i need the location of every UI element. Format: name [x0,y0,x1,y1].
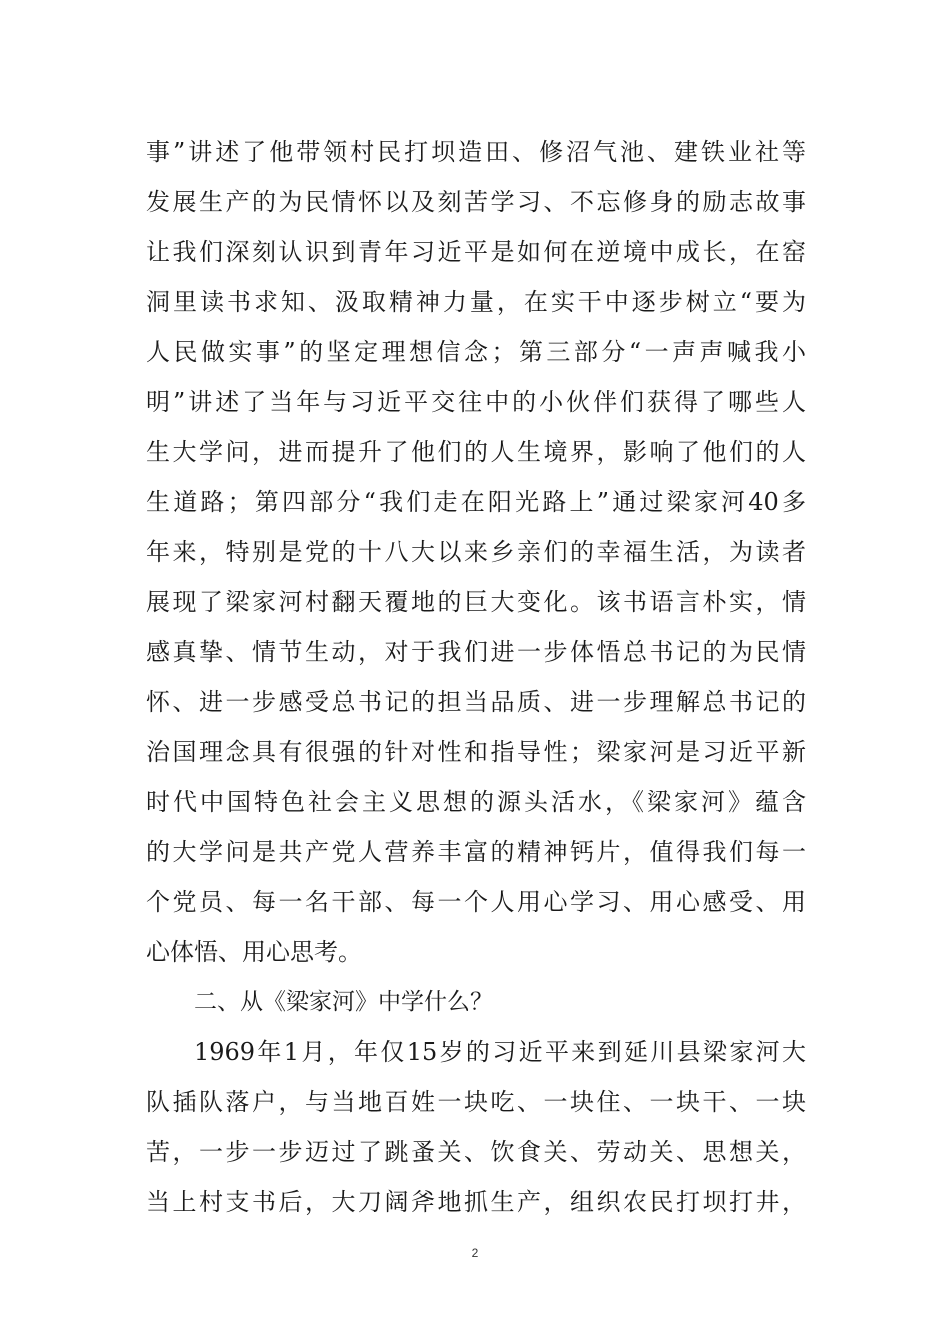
body-line: 心体悟、用心思考。 [146,938,362,966]
body-line: 明”讲述了当年与习近平交往中的小伙伴们获得了哪些人 [146,388,806,416]
body-line: 展现了梁家河村翻天覆地的巨大变化。该书语言朴实，情 [146,588,806,616]
body-line: 人民做实事”的坚定理想信念；第三部分“一声声喊我小 [146,338,806,366]
body-line: 发展生产的为民情怀以及刻苦学习、不忘修身的励志故事 [146,188,806,216]
page-number: 2 [471,1246,479,1260]
body-line: 年来，特别是党的十八大以来乡亲们的幸福生活，为读者 [146,538,806,566]
section-heading: 二、从《梁家河》中学什么？ [194,989,493,1015]
body-line: 事”讲述了他带领村民打坝造田、修沼气池、建铁业社等 [146,138,806,166]
section-line: 当上村支书后，大刀阔斧地抓生产，组织农民打坝打井， [146,1188,806,1216]
section-line: 苦，一步一步迈过了跳蚤关、饮食关、劳动关、思想关， [146,1138,806,1166]
section-line: 队插队落户，与当地百姓一块吃、一块住、一块干、一块 [146,1088,806,1116]
body-line: 时代中国特色社会主义思想的源头活水，《梁家河》蕴含 [146,788,806,816]
body-line: 的大学问是共产党人营养丰富的精神钙片，值得我们每一 [146,838,806,866]
body-line: 生大学问，进而提升了他们的人生境界，影响了他们的人 [146,438,806,466]
body-line: 怀、进一步感受总书记的担当品质、进一步理解总书记的 [146,688,806,716]
body-line: 生道路；第四部分“我们走在阳光路上”通过梁家河40多 [146,488,806,516]
body-line: 个党员、每一名干部、每一个人用心学习、用心感受、用 [146,888,806,916]
body-line: 洞里读书求知、汲取精神力量，在实干中逐步树立“要为 [146,288,806,316]
section-line: 1969年1月，年仅15岁的习近平来到延川县梁家河大 [194,1038,806,1066]
body-line: 让我们深刻认识到青年习近平是如何在逆境中成长，在窑 [146,238,806,266]
body-line: 治国理念具有很强的针对性和指导性；梁家河是习近平新 [146,738,806,766]
body-line: 感真挚、情节生动，对于我们进一步体悟总书记的为民情 [146,638,806,666]
